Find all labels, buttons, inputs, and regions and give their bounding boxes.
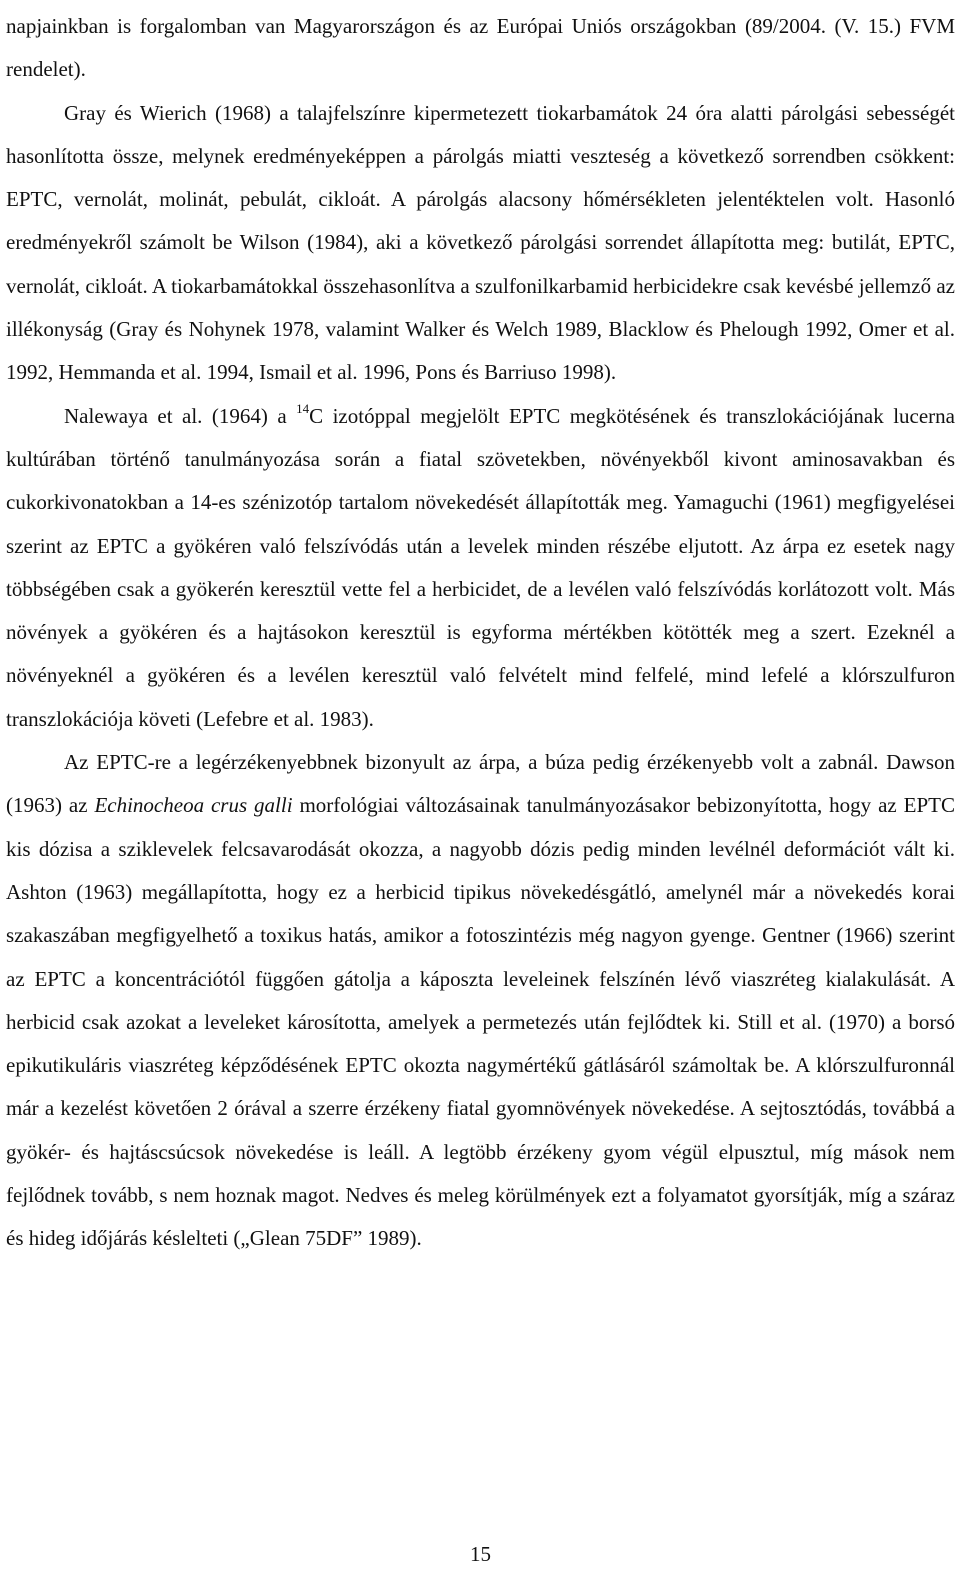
body-text — [6, 5, 955, 1261]
text-run: Az EPTC-re a legérzékenyebbnek bizonyult az árpa, a búza pedig érzékenyebb volt a zabnál. Dawson (1963) az — [6, 750, 955, 818]
document-page — [6, 0, 955, 1569]
italic-term: Echinocheoa crus galli — [94, 793, 293, 818]
text-run: Gray és Wierich (1968) a talajfelszínre kipermetezett tiokarbamátok 24 óra alatti párolgási sebességét hasonlította össze, melynek eredményeképpen a párolgás miatti veszteség a következő sorrendben csökkent: EPTC, vernolát, molinát, pebulát, cikloát. A párolgás alacsony hőmérsékleten jelentéktelen volt. Hasonló eredményekről számolt be Wilson (1984), aki a következő párolgási sorrendet állapította meg: butilát, EPTC, vernolát, cikloát. A tiokarbamátokkal összehasonlítva a szulfonilkarbamid herbicidekre csak kevésbé jellemző az illékonyság (Gray és Nohynek 1978, valamint Walker és Welch 1989, Blacklow és Phelough 1992, Omer et al. 1992, Hemmanda et al. 1994, Ismail et al. 1996, Pons és Barriuso 1998). — [6, 100, 955, 385]
paragraph — [6, 741, 955, 1261]
text-run: morfológiai változásainak tanulmányozásakor bebizonyította, hogy az EPTC kis dózisa a sziklevelek felcsavarodását okozza, a nagyobb dózis pedig minden levélnél deformációt vált ki. Ashton (1963) megállapította, hogy ez a herbicid tipikus növekedésgátló, amelynél már a növekedés korai szakaszában megfigyelhető a toxikus hatás, amikor a fotoszintézis még nagyon gyenge. Gentner (1966) szerint az EPTC a koncentrációtól függően gátolja a káposzta leveleinek felszínén lévő viaszréteg kialakulását. A herbicid csak azokat a leveleket károsította, amelyek a permetezés után fejlődtek ki. Still et al. (1970) a borsó epikutikuláris viaszréteg képződésének EPTC okozta nagymértékű gátlásáról számoltak be. A klórszulfuronnál már a kezelést követően 2 órával a szerre érzékeny fiatal gyomnövények növekedése. A sejtosztódás, továbbá a gyökér- és hajtáscsúcsok növekedése is leáll. A legtöbb érzékeny gyom végül elpusztul, míg mások nem fejlődnek tovább, s nem hoznak magot. Nedves és meleg körülmények ezt a folyamatot gyorsítják, míg a száraz és hideg időjárás késlelteti („Glean 75DF” 1989). — [6, 793, 955, 1251]
text-run: C izotóppal megjelölt EPTC megkötésének és transzlokációjának lucerna kultúrában történő tanulmányozása során a fiatal szövetekben, növényekből kivont aminosavakban és cukorkivonatokban a 14-es szénizotóp tartalom növekedését állapították meg. Yamaguchi (1961) megfigyelései szerint az EPTC a gyökéren való felszívódás után a levelek minden részébe eljutott. Az árpa ez esetek nagy többségében csak a gyökerén keresztül vette fel a herbicidet, de a levélen való felszívódás korlátozott volt. Más növények a gyökéren és a hajtásokon keresztül is egyforma mértékben kötötték meg a szert. Ezeknél a növényeknél a gyökéren és a levélen keresztül való felvételt mind felfelé, mind lefelé a klórszulfuron transzlokációja követi (Lefebre et al. 1983). — [6, 403, 955, 731]
text-run: Nalewaya et al. (1964) a — [64, 403, 297, 428]
paragraph — [6, 5, 955, 92]
page-number: 15 — [470, 1542, 491, 1566]
paragraph — [6, 92, 955, 395]
superscript: 14 — [296, 400, 310, 416]
paragraph — [6, 395, 955, 741]
text-run: napjainkban is forgalomban van Magyarországon és az Európai Uniós országokban (89/2004. (V. 15.) FVM rendelet). — [6, 14, 955, 82]
